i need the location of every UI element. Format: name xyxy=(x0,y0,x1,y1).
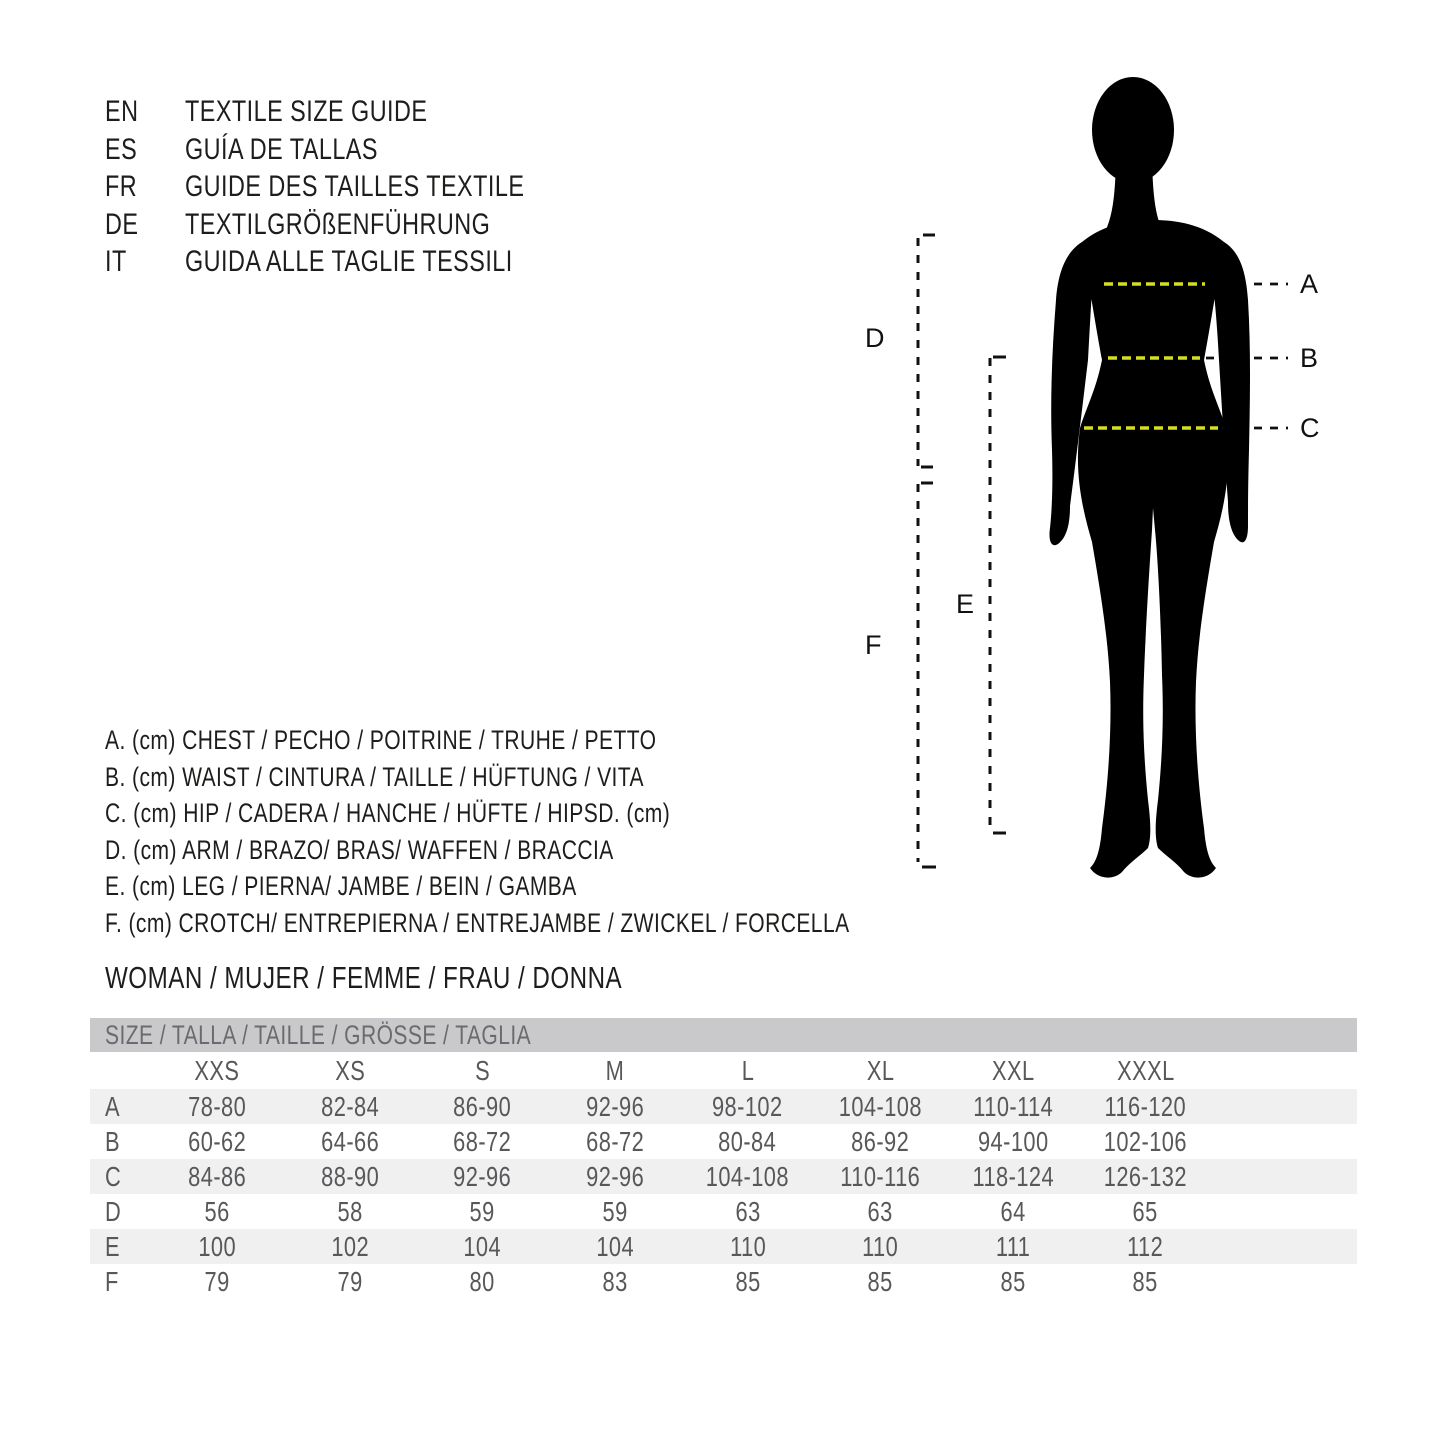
size-column-header-text: XXS xyxy=(194,1054,240,1086)
size-value xyxy=(947,1231,1080,1263)
size-value xyxy=(549,1126,682,1158)
size-value-text: 88-90 xyxy=(320,1160,379,1192)
size-value xyxy=(681,1231,814,1263)
size-value-text: 56 xyxy=(204,1195,230,1227)
size-column-header-text: XXXL xyxy=(1116,1054,1175,1086)
size-value-text: 100 xyxy=(198,1230,237,1262)
size-value-text: 84-86 xyxy=(188,1160,247,1192)
table-title-bar xyxy=(90,1018,1357,1052)
table-row xyxy=(90,1124,1357,1159)
size-value-text: 80-84 xyxy=(718,1125,777,1157)
row-label xyxy=(90,1231,151,1263)
measurement-legend-text: C. (cm) HIP / CADERA / HANCHE / HÜFTE / HIPSD. (cm) xyxy=(105,798,671,828)
size-value-text: 80 xyxy=(469,1265,496,1297)
language-row xyxy=(105,206,620,244)
size-value xyxy=(814,1126,947,1158)
size-value xyxy=(151,1266,284,1298)
size-value-text: 58 xyxy=(337,1195,363,1227)
row-label-text: C xyxy=(105,1160,122,1192)
row-label-text: E xyxy=(105,1230,121,1262)
row-label-text: D xyxy=(105,1195,122,1227)
silhouette-torso-legs xyxy=(1078,220,1228,878)
size-value-text: 65 xyxy=(1132,1195,1159,1227)
size-value-text: 112 xyxy=(1127,1230,1164,1262)
size-value-text: 78-80 xyxy=(188,1090,247,1122)
marker-label-chest: A xyxy=(1300,269,1319,299)
size-value xyxy=(1079,1091,1212,1123)
table-title: SIZE / TALLA / TAILLE / GRÖSSE / TAGLIA xyxy=(105,1020,532,1050)
language-title: TEXTILE SIZE GUIDE xyxy=(185,95,428,128)
size-value-text: 111 xyxy=(995,1230,1031,1262)
size-value-text: 68-72 xyxy=(586,1125,645,1157)
size-column-header xyxy=(681,1055,814,1087)
size-value xyxy=(549,1231,682,1263)
size-value-text: 110-114 xyxy=(972,1090,1053,1122)
size-column-header xyxy=(284,1055,417,1087)
language-code: ES xyxy=(105,132,138,166)
marker-label-hip: C xyxy=(1300,413,1320,443)
measurement-legend-row xyxy=(105,832,1060,869)
size-column-header-text: XXL xyxy=(991,1054,1035,1086)
measurement-legend-row xyxy=(105,759,1060,796)
size-value xyxy=(549,1161,682,1193)
size-value-text: 59 xyxy=(469,1195,496,1227)
size-value xyxy=(814,1091,947,1123)
size-value-text: 104-108 xyxy=(706,1160,790,1192)
size-value xyxy=(814,1231,947,1263)
language-row xyxy=(105,93,620,131)
language-title: GUIDA ALLE TAGLIE TESSILI xyxy=(185,245,513,278)
size-value xyxy=(947,1266,1080,1298)
size-value-text: 110 xyxy=(862,1230,899,1262)
size-value xyxy=(947,1126,1080,1158)
measurement-legend-text: E. (cm) LEG / PIERNA/ JAMBE / BEIN / GAMBA xyxy=(105,871,577,901)
size-value-text: 85 xyxy=(1132,1265,1159,1297)
language-title: TEXTILGRÖßENFÜHRUNG xyxy=(185,207,491,241)
size-value xyxy=(681,1161,814,1193)
size-value xyxy=(814,1196,947,1228)
size-value-text: 118-124 xyxy=(972,1160,1054,1192)
table-row xyxy=(90,1089,1357,1124)
size-value xyxy=(681,1196,814,1228)
size-value xyxy=(681,1091,814,1123)
row-label xyxy=(90,1161,151,1193)
language-row xyxy=(105,168,620,206)
size-value xyxy=(151,1231,284,1263)
size-value-text: 104-108 xyxy=(838,1090,922,1122)
size-value xyxy=(416,1161,549,1193)
size-value-text: 102 xyxy=(331,1230,369,1262)
table-row xyxy=(90,1159,1357,1194)
size-value-text: 104 xyxy=(596,1230,634,1262)
size-column-header xyxy=(151,1055,284,1087)
measurement-legend-text: D. (cm) ARM / BRAZO/ BRAS/ WAFFEN / BRACCIA xyxy=(105,834,614,865)
size-value xyxy=(151,1161,284,1193)
size-value-text: 92-96 xyxy=(586,1090,645,1122)
size-value xyxy=(1079,1126,1212,1158)
size-value xyxy=(947,1091,1080,1123)
language-title-list xyxy=(105,93,620,281)
marker-label-waist: B xyxy=(1300,343,1319,373)
size-value xyxy=(1079,1266,1212,1298)
size-value-text: 82-84 xyxy=(320,1090,379,1122)
size-column-header xyxy=(549,1055,682,1087)
size-value xyxy=(549,1196,682,1228)
language-title: GUÍA DE TALLAS xyxy=(185,132,378,166)
size-value-text: 86-92 xyxy=(851,1125,910,1157)
language-title: GUIDE DES TAILLES TEXTILE xyxy=(185,170,525,203)
size-table-body xyxy=(90,1089,1357,1299)
size-value-text: 63 xyxy=(867,1195,893,1227)
size-header-row xyxy=(90,1052,1357,1089)
size-value-text: 116-120 xyxy=(1104,1090,1187,1122)
size-value xyxy=(284,1231,417,1263)
size-value-text: 60-62 xyxy=(188,1125,247,1157)
size-value-text: 86-90 xyxy=(453,1090,512,1122)
size-value xyxy=(416,1266,549,1298)
size-value-text: 68-72 xyxy=(453,1125,512,1157)
size-value xyxy=(549,1091,682,1123)
language-code: DE xyxy=(105,207,139,241)
size-value-text: 94-100 xyxy=(977,1125,1049,1157)
size-column-header-text: XL xyxy=(866,1054,895,1086)
size-value-text: 85 xyxy=(867,1265,893,1297)
size-value-text: 92-96 xyxy=(453,1160,512,1192)
size-value xyxy=(416,1231,549,1263)
language-row xyxy=(105,131,620,169)
size-value xyxy=(284,1161,417,1193)
size-value-text: 104 xyxy=(463,1230,502,1262)
size-value xyxy=(284,1126,417,1158)
size-value-text: 92-96 xyxy=(586,1160,645,1192)
size-column-header xyxy=(947,1055,1080,1087)
size-value xyxy=(416,1196,549,1228)
measurement-legend-text: F. (cm) CROTCH/ ENTREPIERNA / ENTREJAMBE / ZWICKEL / FORCELLA xyxy=(105,907,850,938)
row-label xyxy=(90,1196,151,1228)
size-value xyxy=(681,1266,814,1298)
size-value xyxy=(814,1266,947,1298)
size-column-header xyxy=(1079,1055,1212,1087)
gender-title xyxy=(105,962,768,994)
size-value xyxy=(284,1266,417,1298)
row-label-text: A xyxy=(105,1090,121,1122)
row-label xyxy=(90,1091,151,1123)
gender-title-text: WOMAN / MUJER / FEMME / FRAU / DONNA xyxy=(105,960,623,995)
row-label-text: B xyxy=(105,1125,121,1157)
size-value xyxy=(284,1091,417,1123)
table-row xyxy=(90,1194,1357,1229)
marker-label-arm: D xyxy=(865,323,885,353)
measurement-legend-row xyxy=(105,868,1060,905)
language-code: FR xyxy=(105,170,138,203)
marker-label-leg: E xyxy=(956,589,975,619)
size-value xyxy=(416,1091,549,1123)
size-value xyxy=(284,1196,417,1228)
size-value-text: 63 xyxy=(735,1195,761,1227)
row-label xyxy=(90,1266,151,1298)
size-value xyxy=(947,1161,1080,1193)
size-column-header xyxy=(416,1055,549,1087)
measurement-legend-text: A. (cm) CHEST / PECHO / POITRINE / TRUHE / PETTO xyxy=(105,725,657,755)
size-value xyxy=(151,1126,284,1158)
language-code: EN xyxy=(105,95,139,128)
row-label-text: F xyxy=(105,1265,119,1297)
language-row xyxy=(105,243,620,281)
size-column-header xyxy=(814,1055,947,1087)
marker-label-crotch: F xyxy=(865,630,882,660)
size-column-header-text: XS xyxy=(334,1054,365,1086)
table-row xyxy=(90,1264,1357,1299)
size-value-text: 79 xyxy=(204,1265,230,1297)
measurement-legend xyxy=(105,722,1060,941)
size-value-text: 110 xyxy=(729,1230,766,1262)
size-column-header-text: L xyxy=(741,1054,754,1086)
size-value xyxy=(151,1196,284,1228)
size-value-text: 102-106 xyxy=(1103,1125,1188,1157)
size-value xyxy=(947,1196,1080,1228)
size-value-text: 83 xyxy=(602,1265,628,1297)
size-value xyxy=(549,1266,682,1298)
measurement-legend-row xyxy=(105,722,1060,759)
size-value-text: 64 xyxy=(1000,1195,1026,1227)
size-table xyxy=(90,1018,1357,1299)
row-label xyxy=(90,1126,151,1158)
size-value xyxy=(814,1161,947,1193)
size-value xyxy=(416,1126,549,1158)
size-value-text: 126-132 xyxy=(1103,1160,1188,1192)
size-value-text: 110-116 xyxy=(840,1160,921,1192)
language-code: IT xyxy=(105,245,127,278)
size-column-header-text: M xyxy=(605,1054,625,1086)
size-value-text: 85 xyxy=(735,1265,761,1297)
size-value xyxy=(681,1126,814,1158)
size-value-text: 64-66 xyxy=(320,1125,379,1157)
measurement-legend-text: B. (cm) WAIST / CINTURA / TAILLE / HÜFTUNG / VITA xyxy=(105,761,645,792)
measurement-legend-row xyxy=(105,795,1060,832)
woman-silhouette xyxy=(1078,77,1228,878)
size-value xyxy=(1079,1161,1212,1193)
size-value xyxy=(1079,1196,1212,1228)
size-value-text: 85 xyxy=(1000,1265,1026,1297)
size-value-text: 79 xyxy=(337,1265,363,1297)
size-value xyxy=(1079,1231,1212,1263)
size-column-header-text: S xyxy=(474,1054,490,1086)
size-value xyxy=(151,1091,284,1123)
size-value-text: 59 xyxy=(602,1195,628,1227)
table-row xyxy=(90,1229,1357,1264)
size-value-text: 98-102 xyxy=(712,1090,783,1122)
measurement-legend-row xyxy=(105,905,1060,942)
